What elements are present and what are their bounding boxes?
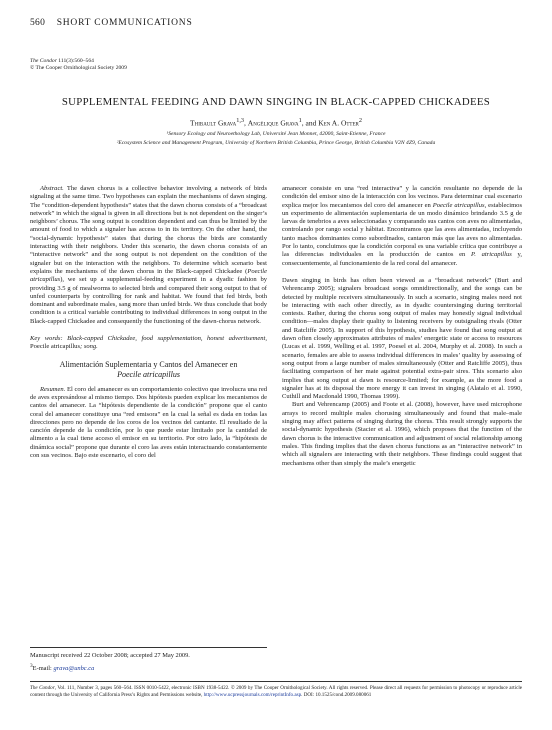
abstract-label: Abstract.: [40, 185, 64, 192]
abstract-text-2: ), we set up a supplemental-feeding experiment in a dyadic fashion by providing 3.5 g of mealworms to selected birds and compared their song output to that of unfed counterparts by controlling for rank and habitat. We found that fed birds, both dominant and subordinate males, sang more than unfed birds. We thus conclude that body condition is a critical variable contributing to individual differences in song output in the Black-capped Chickadee and consequently the functioning of the dawn-chorus network.: [30, 276, 267, 325]
left-column: [30, 185, 267, 460]
author-sep-2: , and: [301, 118, 319, 128]
copyright-line: © The Cooper Ornithological Society 2009: [30, 65, 127, 71]
footer-doi: . DOI: 10.1525/cond.2009.080061: [301, 692, 372, 699]
affiliation-2: ²Ecosystem Science and Management Program, University of Northern British Columbia, Prince George, British Columbia V2N 4Z9, Canada: [116, 140, 436, 146]
footer-journal: The Condor: [30, 685, 55, 691]
footnote-rule: [30, 647, 267, 648]
spanish-title-species: Poecile atricapillus: [117, 369, 180, 379]
author-list: [0, 117, 552, 128]
abstract-text: The dawn chorus is a collective behavior involving a network of birds signaling at the same time. Two hypotheses can explain the mechanisms of dawn singing. The “condition-dependent hypothesis” states that the dawn chorus consists of a “broadcast network” in which the signal is given in all directions but is not dependent on the singer’s neighbors’ chorus. The song output is condition dependent and can thus be limited by the amount of food to which a signaler has access to in its territory. On the other hand, the “social-dynamic hypothesis” states that during the chorus the birds are constantly interacting with their neighbors. Under this scenario, the dawn chorus consists of an “interactive network” and the song output is not dependent on the condition of the signaler but on the interaction with the neighbors. To determine which scenario best explains the mechanisms of the dawn chorus in the Black-capped Chickadee (: [30, 185, 267, 275]
keywords-species: Poecile atricapillus: [30, 343, 80, 351]
keywords-end: ; song.: [80, 343, 98, 351]
resumen-cont-text-2: , establecimos un experimento de alimentación suplementaria de un modo dinámico brindando 3.5 g de larvas de tenebrios a aves seleccionadas y comparando sus cantos con aves no alimentadas, controlando por rango social y hábitat. Encontramos que las aves alimentadas, incluyendo tanto machos dominantes como subordinados, cantaron más que las aves no alimentadas. Por lo tanto, concluimos que la condición corporal es una variable crítica que contribuye a las diferencias individuales en la producción de cantos en: [282, 201, 522, 259]
affiliation-1: ¹Sensory Ecology and Neuroethology Lab, Université Jean Monnet, 42000, Saint-Etienne, France: [166, 131, 386, 137]
author-1-sup: 1,3: [236, 117, 245, 124]
resumen-cont-species: Poecile atricapillus: [432, 201, 485, 209]
resumen-cont-text: amanecer consiste en una “red interactiva” y la canción resultante no depende de la condición del emisor sino de la interacción con los vecinos. Para determinar cual escenario explica mejor los mecanismos del coro del amanecer en: [282, 185, 522, 209]
spanish-title-line: Alimentación Suplementaria y Cantos del Amanecer en: [59, 359, 238, 369]
footer-text: [30, 685, 522, 700]
body-paragraph-2: Burt and Vehrencamp (2005) and Foote et al. (2008), however, have used microphone arrays to record multiple males chorusing simultaneously and found that male–male singing may affect patterns of singing during the chorus. This result strongly supports the social-dynamic hypothesis (Stacier et al. 1996), which proposes that the function of the dawn chorus is the interactive communication and adjustment of social relationship among males. This finding implies that the dawn chorus functions as an “interactive network” in which all signalers are interacting with their neighbors. These findings could suggest that mechanisms other than simply the male’s energetic: [282, 401, 522, 467]
keywords: [30, 335, 267, 352]
email-link[interactable]: grava@unbc.ca: [53, 665, 95, 673]
author-2-sup: 1: [298, 117, 302, 124]
journal-name: The Condor: [30, 58, 57, 64]
volume-pages: 111(3):560–564: [56, 58, 94, 64]
footer-rule: [30, 681, 522, 682]
author-2: Angélique Grava: [247, 118, 299, 128]
resumen-text: El coro del amanecer es un comportamiento colectivo que involucra una red de aves expresándose al mismo tiempo. Dos hipótesis pueden explicar los mecanismos de cantos del amanecer. La “hipótesis dependiente de la condición” propone que el canto coral del amanecer constituye una “red emisora” en la cual la señal es dada en todas las direcciones pero no depende de los coros de los vecinos del cantante. El resultado de la canción depende de la condición, por lo que puede estar limitado por la cantidad de alimento a la cual tiene acceso el emisor en su territorio. Por otro lado, la “hipótesis de dinámica social” propone que durante el coro las aves están interactuando constantemente con sus vecinos. Bajo este escenario, el coro del: [30, 385, 268, 460]
email-sup: 3: [30, 663, 33, 669]
resumen: [30, 386, 267, 461]
keywords-text: Black-capped Chickadee, food supplementation, honest advertisement,: [67, 335, 267, 343]
resumen-cont-species-2: P. atricapillus: [471, 251, 512, 259]
permissions-link[interactable]: http://www.ucpressjournals.com/reprintInfo.asp: [203, 692, 302, 699]
right-column: [282, 185, 522, 468]
page-number: 560: [30, 18, 46, 28]
resumen-cont-text-3: y, consecuentemente, al funcionamiento de la red coral del amanecer.: [282, 251, 522, 267]
manuscript-received: Manuscript received 22 October 2008; accepted 27 May 2009.: [30, 652, 190, 659]
author-3: Ken A. Otter: [318, 118, 359, 128]
author-1: Thibault Grava: [190, 118, 237, 128]
abstract: [30, 185, 267, 326]
running-header: [30, 18, 193, 28]
article-title: SUPPLEMENTAL FEEDING AND DAWN SINGING IN BLACK-CAPPED CHICKADEES: [61, 96, 491, 108]
resumen-continued: [282, 185, 522, 268]
email-footnote: [30, 663, 94, 672]
section-title: SHORT COMMUNICATIONS: [56, 18, 193, 28]
footer-body: , Vol. 111, Number 3, pages 560–564. ISSN 0010-5422, electronic ISBN 1938-5422. © 2009 by The Cooper Ornithological Society. All rights reserved. Please direct all requests for permission to photocopy or reproduce article content through the University of California Press’s Rights and Permissions website,: [30, 685, 523, 699]
resumen-label: Resumen.: [40, 385, 66, 393]
keywords-label: Key words:: [30, 335, 63, 343]
author-3-sup: 2: [358, 117, 362, 124]
author-sep-1: ,: [244, 118, 248, 128]
citation-block: [30, 58, 127, 72]
email-label: E-mail:: [32, 665, 54, 673]
spanish-title: [30, 360, 267, 380]
abstract-species: Poecile atricapillus: [30, 267, 267, 284]
body-paragraph-1: Dawn singing in birds has often been viewed as a “broadcast network” (Burt and Vehrencamp 2005); signalers broadcast songs omnidirectionally, and the songs can be detected by multiple receivers simultaneously. In such a scenario, singing males need not be interacting with each other directly, as in dyadic countersinging during territorial contests. Rather, during the chorus song output of males may honestly signal individual condition—males display their quality to listening receivers by outsignaling rivals (Otter and Ratcliffe 2005). In support of this hypothesis, studies have found that song output at dawn often closely approximates attributes of males’ energetic state or access to resources (Lucas et al. 1999, Welling et al. 1997, Poesel et al. 2004, Murphy et al. 2008). In such a scenario, females are able to assess individual differences in males’ quality by assessing of song output from a large number of males simultaneously (Otter and Ratcliffe 2005), thus facilitating comparison of her mate against potential extra-pair sires. This scenario also implies that song output at dawn is resource-limited; for example, as the more food a signaler has at its disposal the more energy it can invest in singing (Alatalo et al. 1990, Cuthill and Macdonald 1990, Thomas 1999).: [282, 276, 522, 401]
